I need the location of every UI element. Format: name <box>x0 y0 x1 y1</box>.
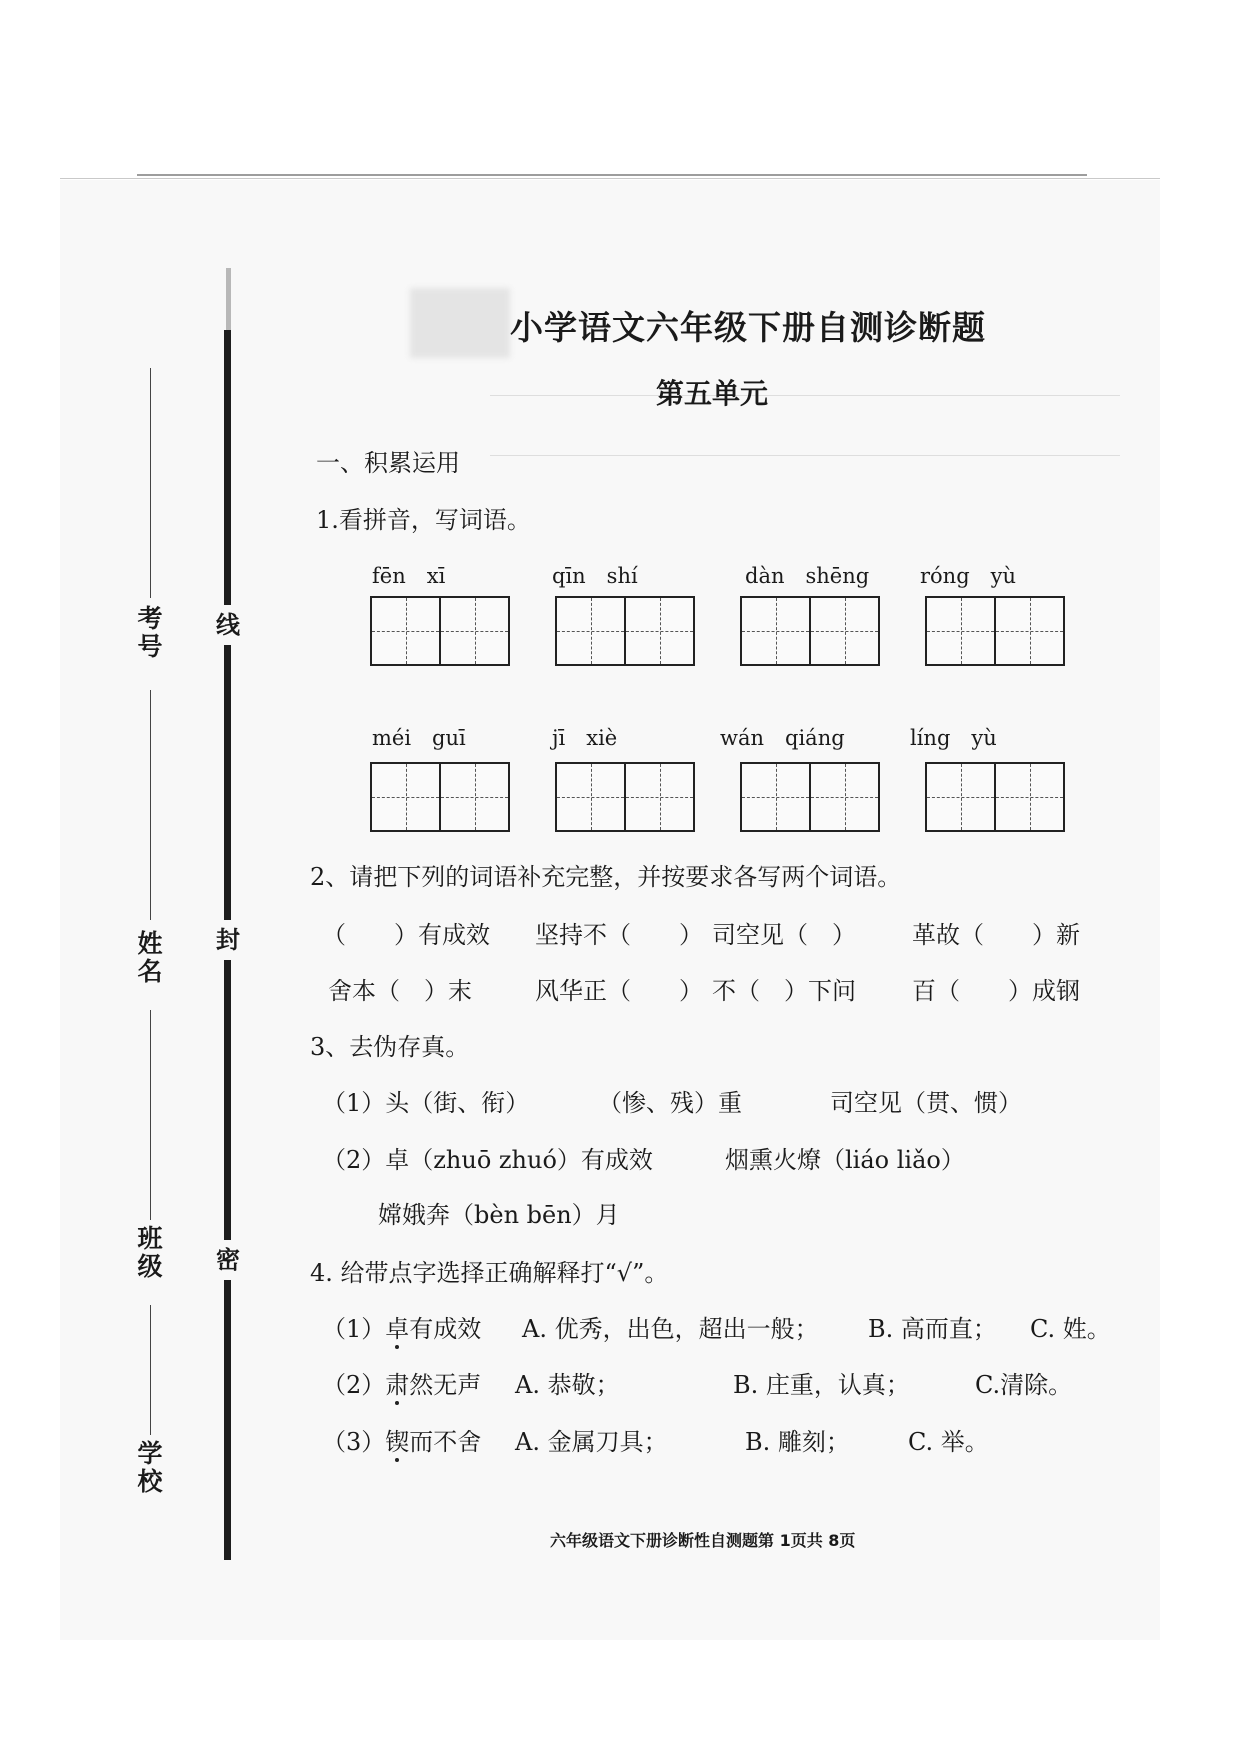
pinyin-label: qīn shí <box>552 564 638 588</box>
name-label: 姓名 <box>137 929 163 986</box>
pinyin-label: dàn shēng <box>745 564 870 588</box>
q1-prompt: 1.看拼音，写词语。 <box>316 506 531 534</box>
exam-number-field[interactable] <box>130 605 170 661</box>
section-heading: 一、积累运用 <box>316 449 460 477</box>
class-line[interactable] <box>150 1010 151 1220</box>
scan-edge-line <box>60 178 1160 179</box>
class-label: 班级 <box>137 1224 163 1281</box>
grid-cell[interactable] <box>626 598 693 664</box>
dotted-char: 卓 <box>385 1315 410 1343</box>
grid-cell[interactable] <box>742 598 811 664</box>
idiom-blank[interactable]: 不（ ）下问 <box>712 977 856 1005</box>
idiom-blank[interactable]: 革故（ ）新 <box>912 921 1080 949</box>
option-b[interactable]: B. 庄重，认真； <box>733 1371 910 1399</box>
writing-grid[interactable] <box>555 596 695 666</box>
school-field[interactable] <box>130 1440 170 1496</box>
binding-line-top <box>226 268 231 338</box>
q4-item-3 <box>322 1427 481 1457</box>
pinyin-label: méi guī <box>372 726 466 750</box>
pinyin-label: róng yù <box>920 564 1017 588</box>
bleed-through-line <box>490 395 1120 396</box>
q3-item[interactable]: 司空见（贯、惯） <box>830 1089 1022 1117</box>
option-b[interactable]: B. 雕刻； <box>745 1428 850 1456</box>
seal-word-mi: 密 <box>208 1240 248 1280</box>
page-footer: 六年级语文下册诊断性自测题第 1页共 8页 <box>550 1531 856 1550</box>
school-line[interactable] <box>150 1305 151 1435</box>
writing-grid[interactable] <box>555 762 695 832</box>
q4-num: （1） <box>322 1315 386 1343</box>
q3-prompt: 3、去伪存真。 <box>310 1033 470 1061</box>
grid-cell[interactable] <box>372 598 441 664</box>
option-c[interactable]: C.清除。 <box>975 1371 1073 1399</box>
exam-number-line[interactable] <box>150 368 151 598</box>
grid-cell[interactable] <box>927 598 996 664</box>
option-c[interactable]: C. 举。 <box>908 1428 989 1456</box>
q3-item[interactable]: （惨、残）重 <box>598 1089 742 1117</box>
scan-edge-line-dark <box>137 174 1087 176</box>
writing-grid[interactable] <box>925 596 1065 666</box>
idiom-blank[interactable]: 风华正（ ） <box>535 977 703 1005</box>
bleed-through-line <box>490 455 1120 456</box>
idiom-blank[interactable]: （ ）有成效 <box>322 921 490 949</box>
redacted-region <box>410 288 510 358</box>
unit-subtitle: 第五单元 <box>656 377 769 410</box>
class-field[interactable] <box>130 1225 170 1281</box>
grid-cell[interactable] <box>441 598 508 664</box>
option-b[interactable]: B. 高而直； <box>868 1315 997 1343</box>
grid-cell[interactable] <box>996 598 1063 664</box>
grid-cell[interactable] <box>742 764 811 830</box>
option-c[interactable]: C. 姓。 <box>1030 1315 1111 1343</box>
seal-word-xian: 线 <box>208 605 248 645</box>
option-a[interactable]: A. 优秀，出色，超出一般； <box>522 1315 819 1343</box>
dotted-char: 肃 <box>385 1371 410 1399</box>
dotted-char: 锲 <box>385 1428 410 1456</box>
option-a[interactable]: A. 恭敬； <box>515 1371 620 1399</box>
q3-item[interactable]: （2）卓（zhuō zhuó）有成效 <box>322 1146 653 1174</box>
grid-cell[interactable] <box>557 764 626 830</box>
q2-prompt: 2、请把下列的词语补充完整，并按要求各写两个词语。 <box>310 863 902 891</box>
q4-num: （2） <box>322 1371 386 1399</box>
option-a[interactable]: A. 金属刀具； <box>515 1428 668 1456</box>
q3-item[interactable]: （1）头（街、衔） <box>322 1089 530 1117</box>
q4-word-rest: 而不舍 <box>409 1428 482 1456</box>
grid-cell[interactable] <box>996 764 1063 830</box>
idiom-blank[interactable]: 司空见（ ） <box>712 921 856 949</box>
grid-cell[interactable] <box>927 764 996 830</box>
writing-grid[interactable] <box>740 596 880 666</box>
idiom-blank[interactable]: 百（ ）成钢 <box>912 977 1080 1005</box>
writing-grid[interactable] <box>925 762 1065 832</box>
writing-grid[interactable] <box>370 762 510 832</box>
q4-num: （3） <box>322 1428 386 1456</box>
name-line[interactable] <box>150 690 151 920</box>
writing-grid[interactable] <box>370 596 510 666</box>
seal-word-feng: 封 <box>208 920 248 960</box>
exam-number-label: 考号 <box>137 604 163 661</box>
idiom-blank[interactable]: 舍本（ ）末 <box>328 977 472 1005</box>
pinyin-label: fēn xī <box>372 564 446 588</box>
name-field[interactable] <box>130 930 170 986</box>
q4-prompt: 4. 给带点字选择正确解释打“√”。 <box>310 1259 669 1287</box>
q4-word-rest: 然无声 <box>409 1371 482 1399</box>
q4-word-rest: 有成效 <box>409 1315 482 1343</box>
grid-cell[interactable] <box>557 598 626 664</box>
grid-cell[interactable] <box>811 764 878 830</box>
pinyin-label: líng yù <box>910 726 997 750</box>
q4-item-1 <box>322 1314 481 1344</box>
q3-item[interactable]: 嫦娥奔（bèn bēn）月 <box>378 1201 620 1229</box>
idiom-blank[interactable]: 坚持不（ ） <box>535 921 703 949</box>
q3-item[interactable]: 烟熏火燎（liáo liǎo） <box>725 1146 965 1174</box>
grid-cell[interactable] <box>811 598 878 664</box>
q4-item-2 <box>322 1370 481 1400</box>
pinyin-label: wán qiáng <box>720 726 845 750</box>
pinyin-label: jī xiè <box>552 726 618 750</box>
writing-grid[interactable] <box>740 762 880 832</box>
grid-cell[interactable] <box>372 764 441 830</box>
grid-cell[interactable] <box>441 764 508 830</box>
grid-cell[interactable] <box>626 764 693 830</box>
school-label: 学校 <box>137 1439 163 1496</box>
page-title: 小学语文六年级下册自测诊断题 <box>510 308 986 347</box>
